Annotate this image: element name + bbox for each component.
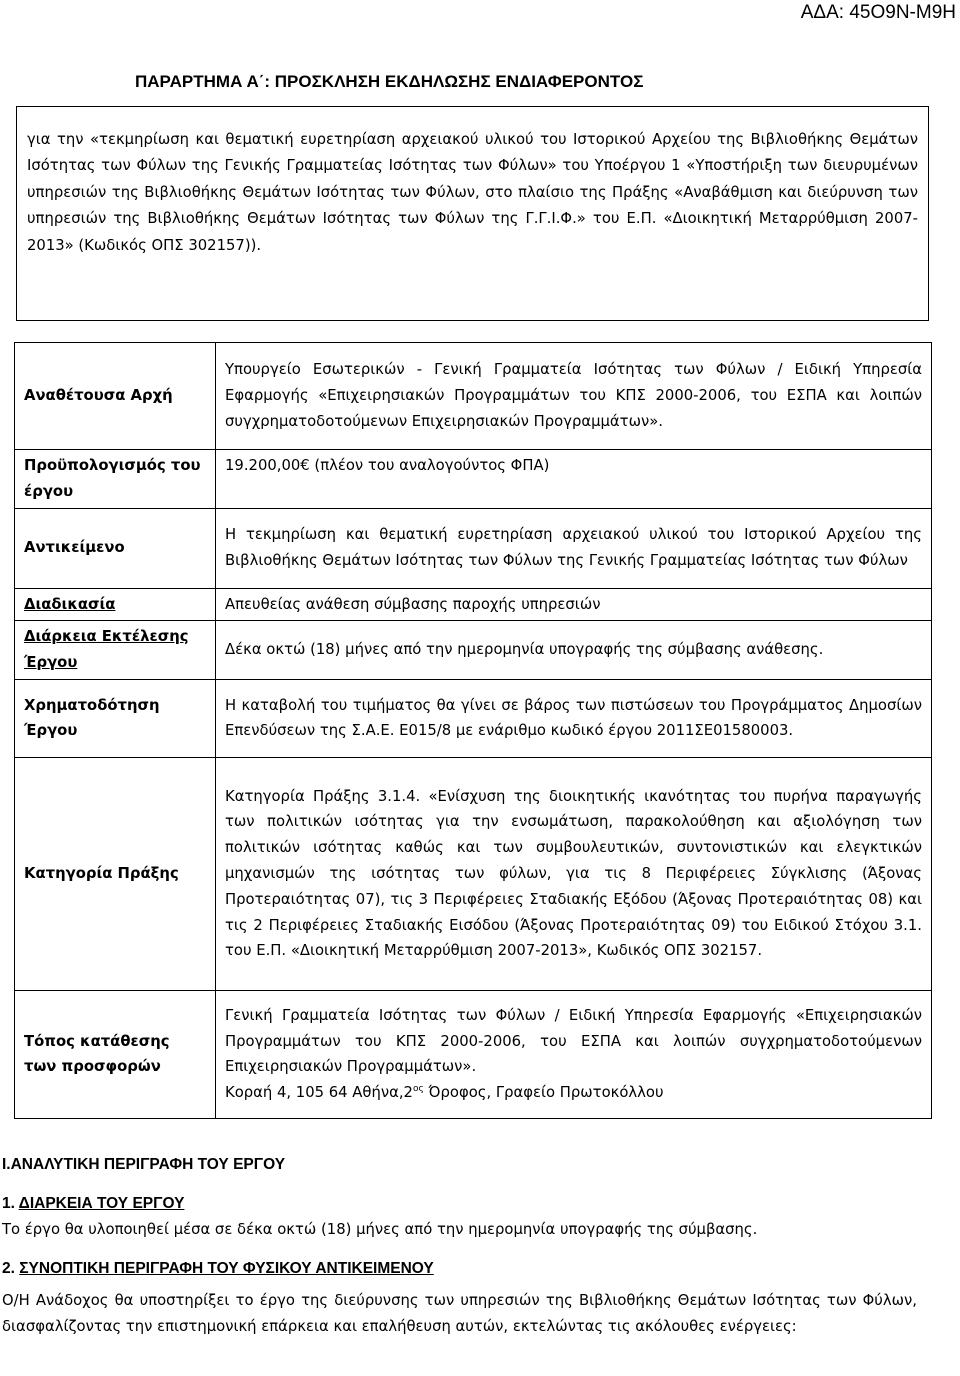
summary-table [14, 342, 932, 1119]
row-value-category: Κατηγορία Πράξης 3.1.4. «Ενίσχυση της διοικητικής ικανότητας του πυρήνα παραγωγής των πολιτικών ισότητας για την ενσωμάτωση, παρακολούθηση και αξιολόγηση των πολιτικών ισότητας καθώς και των συμβουλευτικών, συντονιστικών και ελεγκτικών μηχανισμών της ισότητας των φύλων, για τις 8 Περιφέρειες Σύγκλισης (Άξονας Προτεραιότητας 07), τις 3 Περιφέρειες Σταδιακής Εξόδου (Άξονας Προτεραιότητας 08) και τις 2 Περιφέρειες Σταδιακής Εισόδου (Άξονας Προτεραιότητας 09) του Ειδικού Στόχου 3.1. του Ε.Π. «Διοικητική Μεταρρύθμιση 2007-2013», Κωδικός ΟΠΣ 302157. [216, 757, 932, 990]
row-value-budget: 19.200,00€ (πλέον του αναλογούντος ΦΠΑ) [216, 450, 932, 509]
row-label-contracting-authority: Αναθέτουσα Αρχή [15, 343, 216, 450]
row-value-funding: Η καταβολή του τιμήματος θα γίνει σε βάρος των πιστώσεων του Προγράμματος Δημοσίων Επενδύσεων της Σ.Α.Ε. Ε015/8 με ενάριθμο κωδικό έργου 2011ΣΕ01580003. [216, 679, 932, 757]
submission-place-text: Γενική Γραμματεία Ισότητας των Φύλων / Ειδική Υπηρεσία Εφαρμογής «Επιχειρησιακών Προγραμμάτων του ΚΠΣ 2000-2006, του ΕΣΠΑ και λοιπών συγχρηματοδοτούμενων Επιχειρησιακών Προγραμμάτων». [225, 1006, 922, 1076]
table-row [15, 450, 932, 509]
table-row [15, 588, 932, 621]
table-row [15, 757, 932, 990]
table-row [15, 990, 932, 1118]
row-label-funding: Χρηματοδότηση Έργου [15, 679, 216, 757]
row-value-subject: Η τεκμηρίωση και θεματική ευρετηρίαση αρχειακού υλικού του Ιστορικού Αρχείου της Βιβλιοθήκης Θεμάτων Ισότητας των Φύλων της Γενικής Γραμματείας Ισότητας των Φύλων [216, 508, 932, 588]
row-label-budget: Προϋπολογισμός του έργου [15, 450, 216, 509]
submission-address: Κοραή 4, 105 64 $A\theta ή\nu\alpha,2^{o\varsigma}$ Όροφος, Γραφείο Πρωτοκόλλου [225, 1084, 664, 1102]
section-1-heading: 1. ΔΙΑΡΚΕΙΑ ΤΟΥ ΕΡΓΟΥ [2, 1195, 185, 1212]
table-row [15, 679, 932, 757]
description-sections [2, 1152, 917, 1340]
row-value-contracting-authority: Υπουργείο Εσωτερικών - Γενική Γραμματεία Ισότητας των Φύλων / Ειδική Υπηρεσία Εφαρμογής «Επιχειρησιακών Προγραμμάτων του ΚΠΣ 2000-2006, του ΕΣΠΑ και λοιπών συγχρηματοδοτούμενων Επιχειρησιακών Προγραμμάτων». [216, 343, 932, 450]
section-main-heading: Ι.ΑΝΑΛΥΤΙΚΗ ΠΕΡΙΓΡΑΦΗ ΤΟΥ ΕΡΓΟΥ [2, 1156, 286, 1173]
row-label-subject: Αντικείμενο [15, 508, 216, 588]
section-1-text: Το έργο θα υλοποιηθεί μέσα σε δέκα οκτώ (18) μήνες από την ημερομηνία υπογραφής της σύμβασης. [2, 1221, 758, 1238]
section-2-heading: 2. ΣΥΝΟΠΤΙΚΗ ΠΕΡΙΓΡΑΦΗ ΤΟΥ ΦΥΣΙΚΟΥ ΑΝΤΙΚΕΙΜΕΝΟΥ [2, 1260, 434, 1277]
intro-box [16, 106, 929, 321]
table-row [15, 343, 932, 450]
row-label-submission-place: Τόπος κατάθεσης των προσφορών [15, 990, 216, 1118]
row-label-duration [15, 621, 216, 680]
duration-label: Διάρκεια Εκτέλεσης Έργου [24, 628, 189, 672]
section-2-text: Ο/Η Ανάδοχος θα υποστηρίξει το έργο της διεύρυνσης των υπηρεσιών της Βιβλιοθήκης Θεμάτων Ισότητας των Φύλων, διασφαλίζοντας την επιστημονική επάρκεια και επαλήθευση αυτών, εκτελώντας τις ακόλουθες ενέργειες: [2, 1292, 917, 1335]
row-value-submission-place [216, 990, 932, 1118]
row-value-duration: Δέκα οκτώ (18) μήνες από την ημερομηνία υπογραφής της σύμβασης ανάθεσης. [216, 621, 932, 680]
ada-code: ΑΔΑ: 45Ο9Ν-Μ9Η [800, 2, 956, 23]
intro-text: για την «τεκμηρίωση και θεματική ευρετηρίαση αρχειακού υλικού του Ιστορικού Αρχείου της Βιβλιοθήκης Θεμάτων Ισότητας των Φύλων της Γενικής Γραμματείας Ισότητας των Φύλων» του Υποέργου 1 «Υποστήριξη των διευρυμένων υπηρεσιών της Βιβλιοθήκης Θεμάτων Ισότητας των Φύλων, στο πλαίσιο της Πράξης «Αναβάθμιση και διεύρυνση των υπηρεσιών της Βιβλιοθήκης Θεμάτων Ισότητας των Φύλων της Γ.Γ.Ι.Φ.» του Ε.Π. «Διοικητική Μεταρρύθμιση 2007-2013» (Κωδικός ΟΠΣ 302157)). [27, 131, 918, 254]
table-row [15, 508, 932, 588]
row-label-procedure: Διαδικασία [15, 588, 216, 621]
annex-title: ΠΑΡΑΡΤΗΜΑ Α΄: ΠΡΟΣΚΛΗΣΗ ΕΚΔΗΛΩΣΗΣ ΕΝΔΙΑΦΕΡΟΝΤΟΣ [135, 72, 644, 91]
row-value-procedure: Απευθείας ανάθεση σύμβασης παροχής υπηρεσιών [216, 588, 932, 621]
table-row [15, 621, 932, 680]
row-label-category: Κατηγορία Πράξης [15, 757, 216, 990]
